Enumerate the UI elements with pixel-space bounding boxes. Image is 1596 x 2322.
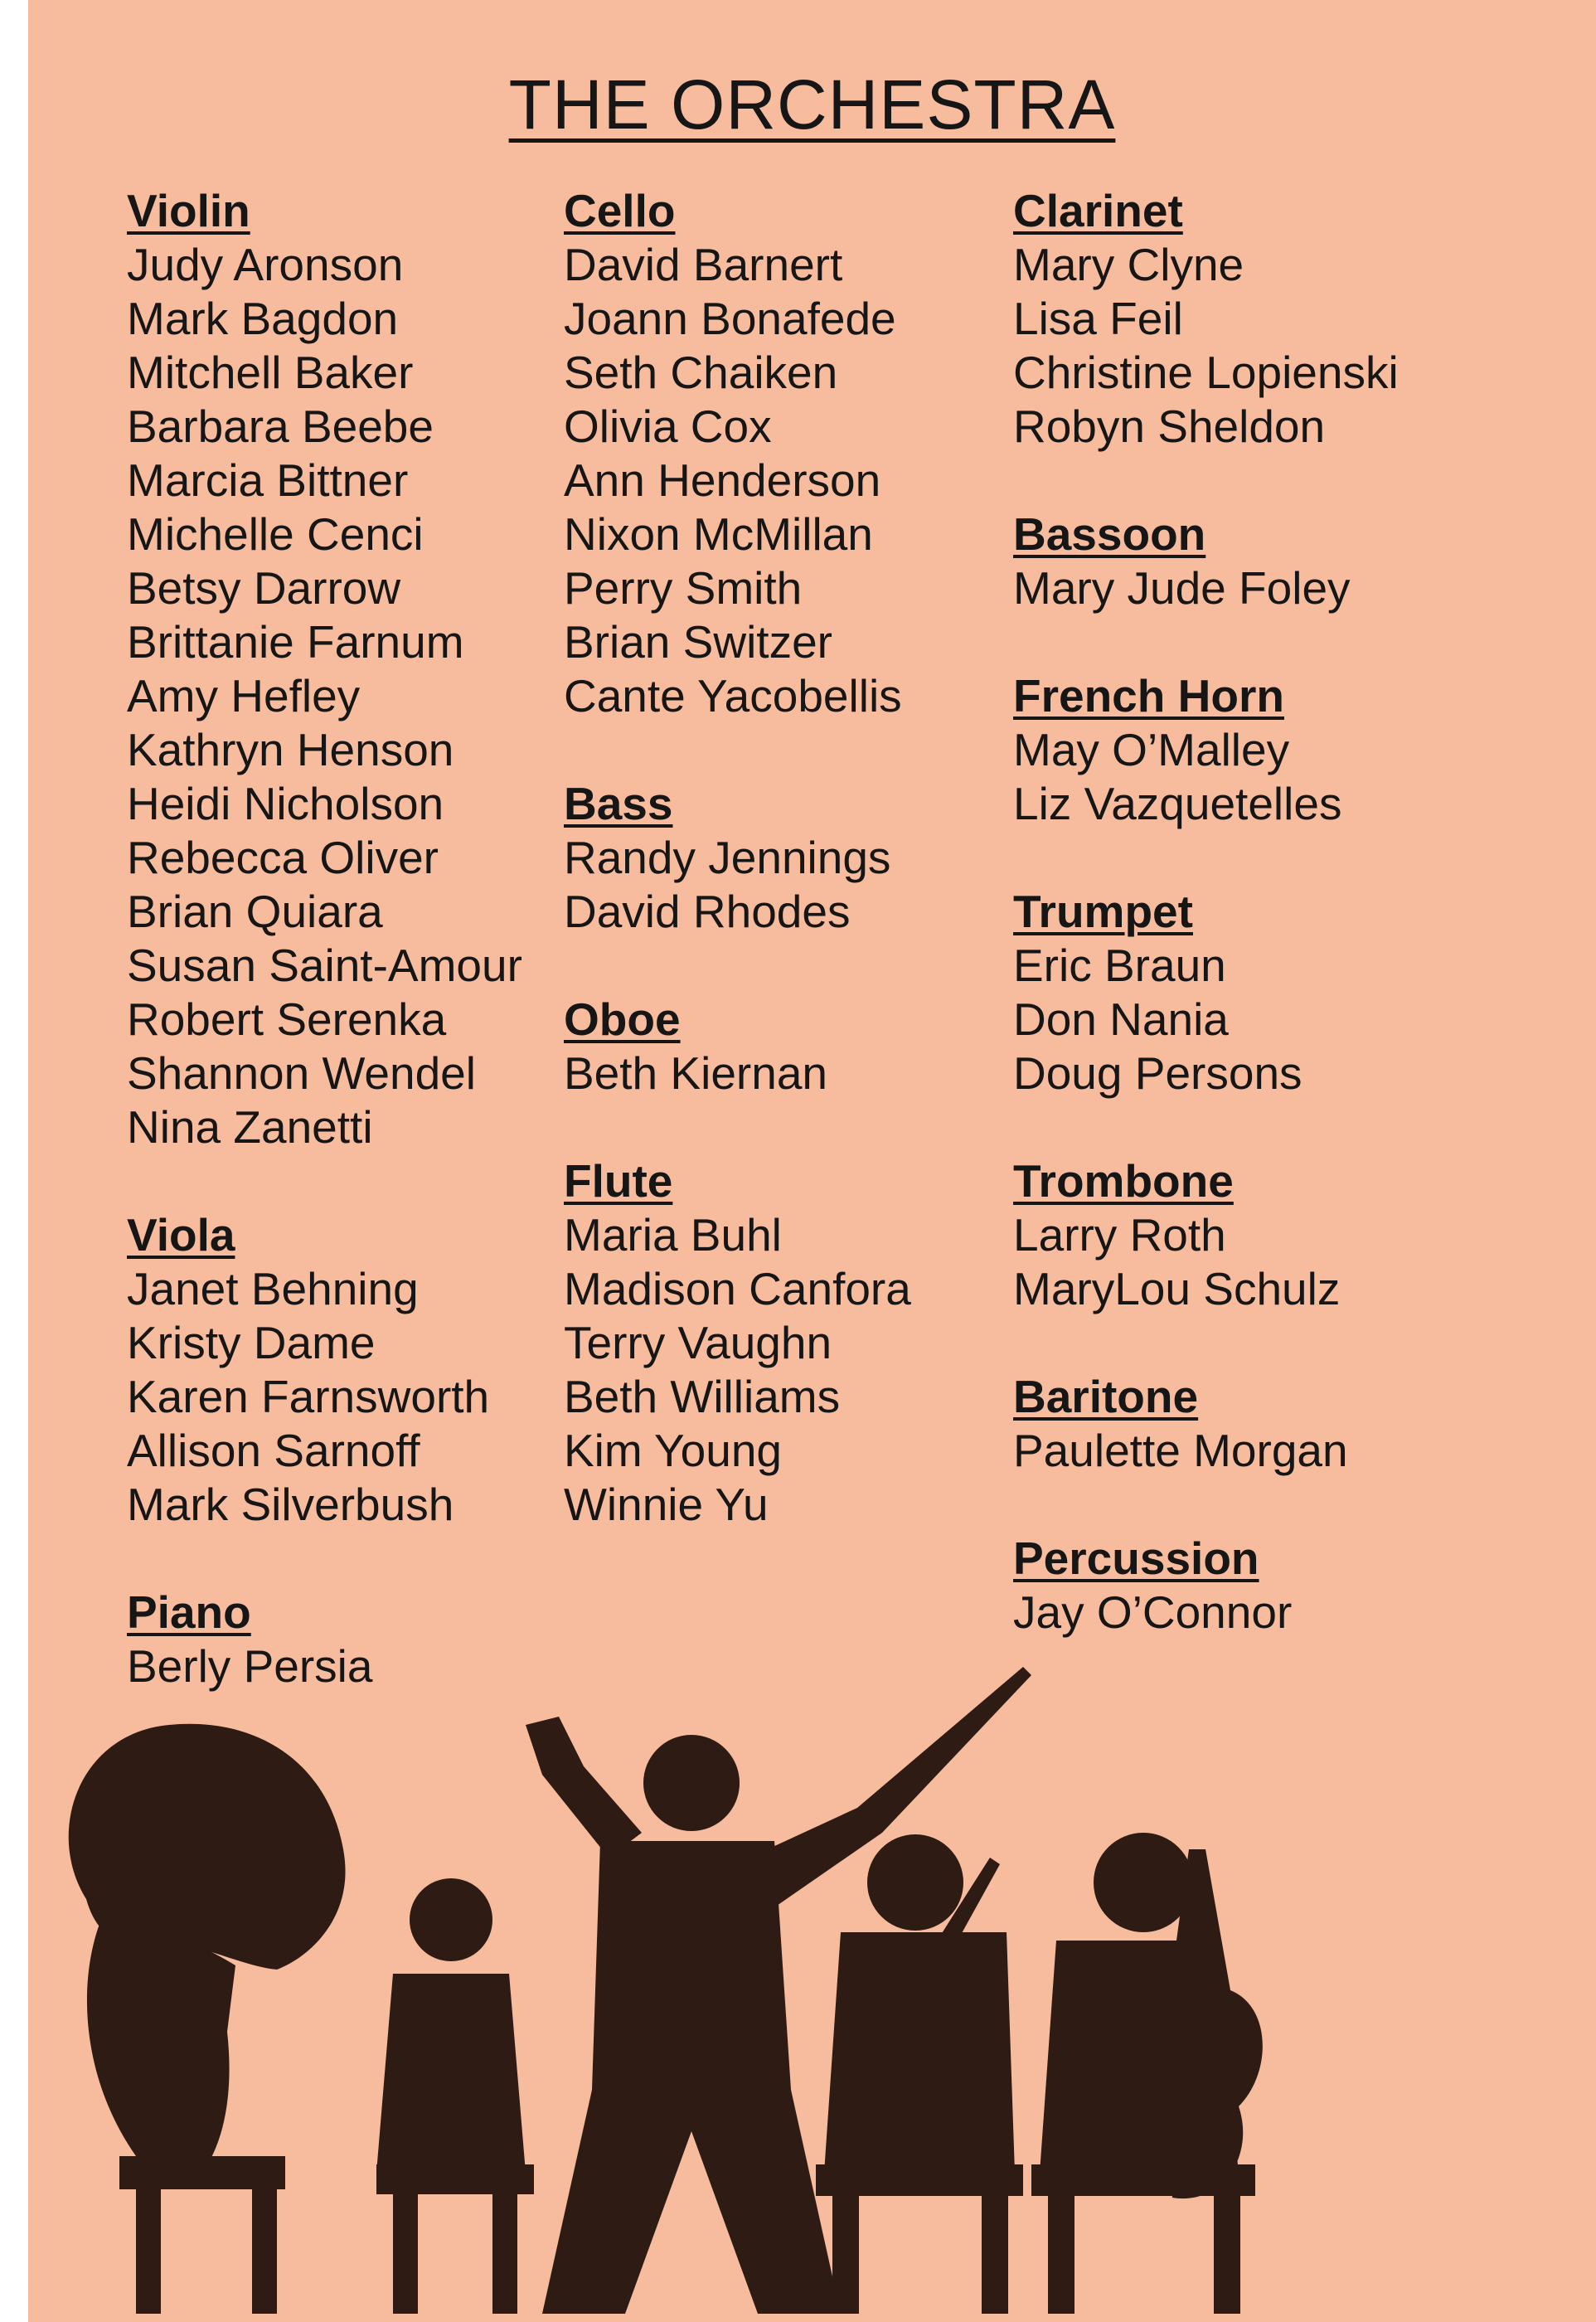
section-heading: Viola — [127, 1209, 235, 1261]
member-name: Kristy Dame — [127, 1317, 376, 1368]
member-name: Betsy Darrow — [127, 562, 401, 614]
roster-column-3 — [1013, 184, 1399, 1693]
member-name: Michelle Cenci — [127, 508, 424, 560]
member-name: Robyn Sheldon — [1013, 401, 1326, 452]
member-name: Mitchell Baker — [127, 347, 414, 398]
section-trombone — [1013, 1154, 1399, 1316]
section-french-horn — [1013, 669, 1399, 831]
member-name: Barbara Beebe — [127, 401, 434, 452]
member-name: Don Nania — [1013, 993, 1229, 1045]
section-heading: Bass — [564, 778, 673, 829]
member-name: MaryLou Schulz — [1013, 1263, 1341, 1314]
child-body-shape — [376, 1974, 526, 2173]
section-heading: Cello — [564, 185, 676, 236]
member-name: Berly Persia — [127, 1640, 373, 1692]
member-name: Nina Zanetti — [127, 1101, 373, 1153]
section-percussion — [1013, 1532, 1399, 1639]
section-heading: Trombone — [1013, 1155, 1234, 1207]
member-name: Ann Henderson — [564, 454, 881, 506]
section-heading: Oboe — [564, 993, 681, 1045]
member-name: Doug Persons — [1013, 1047, 1303, 1099]
member-name: Mary Clyne — [1013, 239, 1244, 290]
member-name: Susan Saint-Amour — [127, 940, 522, 991]
member-name: Beth Williams — [564, 1371, 841, 1422]
member-name: Olivia Cox — [564, 401, 772, 452]
member-name: Madison Canfora — [564, 1263, 911, 1314]
member-name: David Rhodes — [564, 886, 851, 937]
member-name: Judy Aronson — [127, 239, 404, 290]
member-name: Terry Vaughn — [564, 1317, 832, 1368]
member-name: Kathryn Henson — [127, 724, 454, 775]
member-name: Eric Braun — [1013, 940, 1226, 991]
member-name: May O’Malley — [1013, 724, 1290, 775]
member-name: Seth Chaiken — [564, 347, 838, 398]
member-name: Robert Serenka — [127, 993, 447, 1045]
member-name: Allison Sarnoff — [127, 1425, 420, 1476]
member-name: Liz Vazquetelles — [1013, 778, 1342, 829]
section-trumpet — [1013, 885, 1399, 1100]
section-heading: Flute — [564, 1155, 673, 1207]
section-bassoon — [1013, 508, 1399, 615]
member-name: Amy Hefley — [127, 670, 361, 721]
member-name: David Barnert — [564, 239, 843, 290]
member-name: Larry Roth — [1013, 1209, 1226, 1261]
member-name: Mark Silverbush — [127, 1479, 454, 1530]
member-name: Brittanie Farnum — [127, 616, 464, 668]
violinist-head-shape — [867, 1834, 963, 1931]
section-heading: Piano — [127, 1586, 251, 1638]
member-name: Brian Switzer — [564, 616, 832, 668]
member-name: Nixon McMillan — [564, 508, 873, 560]
section-viola — [127, 1208, 522, 1532]
page-title: THE ORCHESTRA — [508, 66, 1116, 143]
conductor-head-shape — [643, 1735, 740, 1831]
member-name: Mary Jude Foley — [1013, 562, 1351, 614]
cellist-head-shape — [1094, 1833, 1193, 1932]
conductor-raised-arm-shape — [526, 1717, 642, 1858]
tuba-body-shape — [87, 1916, 235, 2189]
member-name: Heidi Nicholson — [127, 778, 444, 829]
member-name: Paulette Morgan — [1013, 1425, 1348, 1476]
section-heading: Violin — [127, 185, 250, 236]
section-cello — [564, 184, 911, 723]
member-name: Jay O’Connor — [1013, 1586, 1293, 1638]
orchestra-silhouette-illustration — [28, 1642, 1596, 2322]
section-bass — [564, 777, 911, 939]
member-name: Beth Kiernan — [564, 1047, 827, 1099]
conductor-body-shape — [542, 1841, 841, 2314]
section-heading: Trumpet — [1013, 886, 1193, 937]
violinist-body-shape — [824, 1932, 1015, 2173]
program-page — [28, 0, 1596, 2322]
member-name: Janet Behning — [127, 1263, 419, 1314]
member-name: Karen Farnsworth — [127, 1371, 490, 1422]
section-heading: Baritone — [1013, 1371, 1199, 1422]
section-heading: Bassoon — [1013, 508, 1206, 560]
member-name: Cante Yacobellis — [564, 670, 902, 721]
member-name: Kim Young — [564, 1425, 782, 1476]
member-name: Marcia Bittner — [127, 454, 409, 506]
member-name: Lisa Feil — [1013, 293, 1183, 344]
member-name: Maria Buhl — [564, 1209, 782, 1261]
member-name: Christine Lopienski — [1013, 347, 1399, 398]
section-clarinet — [1013, 184, 1399, 454]
member-name: Mark Bagdon — [127, 293, 399, 344]
roster-column-1 — [127, 184, 522, 1747]
member-name: Joann Bonafede — [564, 293, 896, 344]
section-heading: French Horn — [1013, 670, 1284, 721]
section-flute — [564, 1154, 911, 1532]
member-name: Rebecca Oliver — [127, 832, 439, 883]
section-baritone — [1013, 1370, 1399, 1478]
member-name: Shannon Wendel — [127, 1047, 476, 1099]
member-name: Perry Smith — [564, 562, 803, 614]
section-violin — [127, 184, 522, 1154]
member-name: Brian Quiara — [127, 886, 383, 937]
member-name: Randy Jennings — [564, 832, 891, 883]
section-oboe — [564, 993, 911, 1100]
section-heading: Percussion — [1013, 1533, 1259, 1584]
member-name: Winnie Yu — [564, 1479, 769, 1530]
roster-column-2 — [564, 184, 911, 1586]
child-head-shape — [410, 1878, 492, 1961]
section-heading: Clarinet — [1013, 185, 1183, 236]
